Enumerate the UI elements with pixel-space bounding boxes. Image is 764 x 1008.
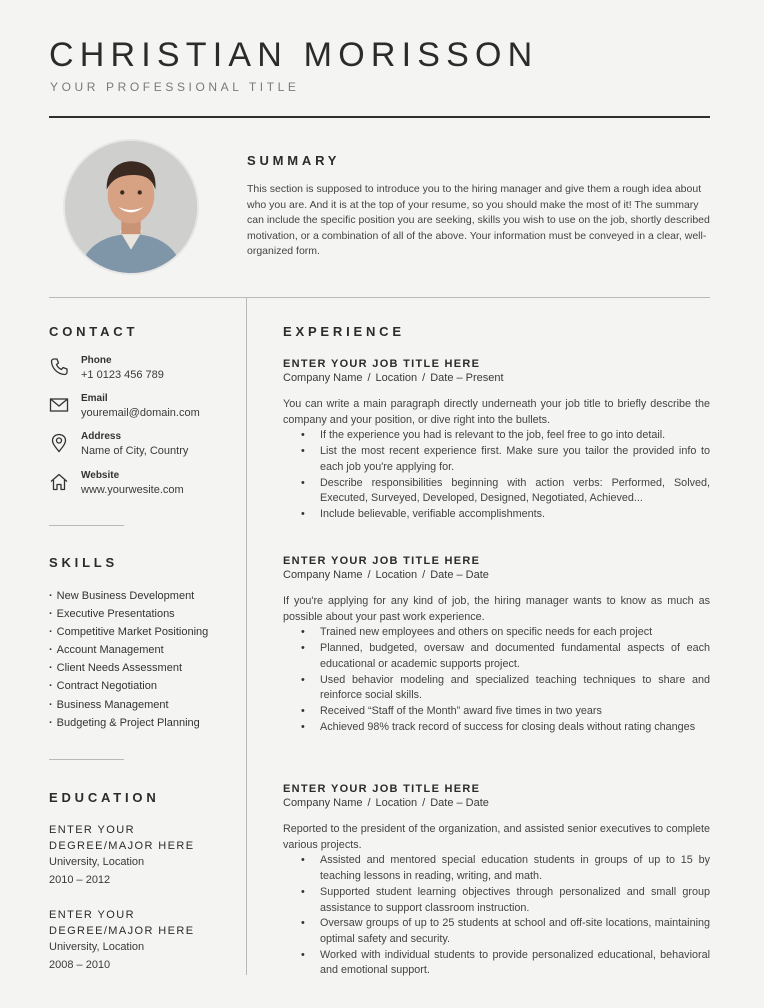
list-item: · New Business Development <box>49 590 195 602</box>
list-item: · Business Management <box>49 698 169 711</box>
phone-value: +1 0123 456 789 <box>81 369 164 381</box>
meta-separator: / <box>422 569 426 581</box>
list-item: • Supported student learning objectives through personalized and small group assistance to support classroom instruction. <box>320 885 710 916</box>
job-entry <box>283 783 710 979</box>
list-item: · Executive Presentations <box>49 608 175 621</box>
contact-email <box>49 393 239 427</box>
education-years: 2008 – 2010 <box>49 959 111 971</box>
contact-address <box>49 431 239 465</box>
list-item: · Contract Negotiation <box>49 680 157 693</box>
list-item: • Include believable, verifiable accomplishments. <box>320 507 710 523</box>
contact-label: Website <box>81 470 120 481</box>
job-meta <box>283 372 710 384</box>
list-item: • Oversaw groups of up to 25 students at school and off-site locations, maintaining optimal safety and security. <box>320 916 710 947</box>
meta-separator: / <box>367 569 371 581</box>
job-title: ENTER YOUR JOB TITLE HERE <box>283 555 481 567</box>
home-icon <box>49 472 69 492</box>
meta-separator: / <box>367 797 371 809</box>
contact-heading: CONTACT <box>49 324 139 339</box>
job-entry <box>283 555 710 735</box>
header-divider <box>49 116 710 118</box>
company-name: Company Name <box>283 372 363 384</box>
job-entry <box>283 358 710 523</box>
summary-text: This section is supposed to introduce you to the hiring manager and give them a rough idea about who you are. And it is at the top of your resume, so you should make the most of it! The summary can include the specific position you are seeking, skills you wish to use on the job, shortly described motivation, or a combination of all of the above. Your information must be conveyed in a clear, well-organized form. <box>247 183 710 258</box>
list-item: • Describe responsibilities beginning with action verbs: Performed, Solved, Executed, Surveyed, Developed, Designed, Negotiated, Achieved... <box>320 476 710 507</box>
job-description: You can write a main paragraph directly underneath your job title to briefly describe the company and your position, or dive right into the bullets. <box>283 398 710 426</box>
job-location: Location <box>375 372 418 384</box>
list-item: • Assisted and mentored special education students in groups of up to 15 by teaching lessons in reading, writing, and math. <box>320 853 710 884</box>
job-date: Date – Present <box>430 372 504 384</box>
experience-heading: EXPERIENCE <box>283 324 405 339</box>
email-icon <box>49 395 69 415</box>
job-description: Reported to the president of the organization, and assisted senior executives to complete various projects. <box>283 823 710 851</box>
education-entry <box>49 822 239 889</box>
job-bullets <box>320 428 710 522</box>
email-value: youremail@domain.com <box>81 407 200 419</box>
meta-separator: / <box>367 372 371 384</box>
address-value: Name of City, Country <box>81 445 189 457</box>
contact-label: Phone <box>81 355 112 366</box>
section-divider <box>49 297 710 298</box>
profile-photo <box>63 139 199 275</box>
job-description: If you're applying for any kind of job, the hiring manager wants to know as much as possible about your past work experience. <box>283 595 710 623</box>
school-location: University, Location <box>49 856 145 868</box>
education-years: 2010 – 2012 <box>49 874 111 886</box>
company-name: Company Name <box>283 569 363 581</box>
candidate-name: CHRISTIAN MORISSON <box>49 36 539 74</box>
job-date: Date – Date <box>430 569 489 581</box>
degree-title: DEGREE/MAJOR HERE <box>49 840 195 852</box>
summary-heading: SUMMARY <box>247 153 341 168</box>
contact-divider <box>49 525 124 526</box>
skills-list <box>49 587 208 732</box>
job-date: Date – Date <box>430 797 489 809</box>
meta-separator: / <box>422 797 426 809</box>
job-location: Location <box>375 797 418 809</box>
location-pin-icon <box>49 433 69 453</box>
list-item: • List the most recent experience first. Make sure you tailor the provided info to each job you're applying for. <box>320 444 710 475</box>
list-item: · Competitive Market Positioning <box>49 626 209 639</box>
list-item: • Used behavior modeling and specialized teaching techniques to share and reinforce social skills. <box>320 673 710 704</box>
job-location: Location <box>375 569 418 581</box>
professional-title: YOUR PROFESSIONAL TITLE <box>50 80 300 94</box>
list-item: · Account Management <box>49 644 164 657</box>
column-divider <box>246 297 247 975</box>
company-name: Company Name <box>283 797 363 809</box>
job-bullets <box>320 625 710 735</box>
meta-separator: / <box>422 372 426 384</box>
job-meta <box>283 569 710 581</box>
degree-title: ENTER YOUR <box>49 909 135 921</box>
list-item: • Worked with individual students to provide personalized educational, behavioral and emotional support. <box>320 948 710 979</box>
list-item: • Planned, budgeted, oversaw and documented fundamental aspects of each educational or academic supports project. <box>320 641 710 672</box>
job-meta <box>283 797 710 809</box>
website-value: www.yourwesite.com <box>81 484 184 496</box>
list-item: • Trained new employees and others on specific needs for each project <box>320 625 710 641</box>
list-item: · Client Needs Assessment <box>49 662 183 675</box>
degree-title: DEGREE/MAJOR HERE <box>49 925 195 937</box>
list-item: • Received “Staff of the Month” award five times in two years <box>320 704 710 720</box>
job-title: ENTER YOUR JOB TITLE HERE <box>283 358 481 370</box>
list-item: · Budgeting & Project Planning <box>49 716 200 729</box>
list-item: • If the experience you had is relevant to the job, feel free to go into detail. <box>320 428 710 444</box>
contact-website <box>49 470 239 504</box>
job-title: ENTER YOUR JOB TITLE HERE <box>283 783 481 795</box>
education-heading: EDUCATION <box>49 790 160 805</box>
degree-title: ENTER YOUR <box>49 824 135 836</box>
school-location: University, Location <box>49 941 145 953</box>
skills-divider <box>49 759 124 760</box>
contact-phone <box>49 355 239 389</box>
list-item: • Achieved 98% track record of success for closing deals without rating changes <box>320 720 710 736</box>
education-entry <box>49 907 239 974</box>
contact-label: Address <box>81 431 122 442</box>
skills-heading: SKILLS <box>49 555 119 570</box>
job-bullets <box>320 853 710 979</box>
contact-label: Email <box>81 393 108 404</box>
phone-icon <box>49 357 69 377</box>
